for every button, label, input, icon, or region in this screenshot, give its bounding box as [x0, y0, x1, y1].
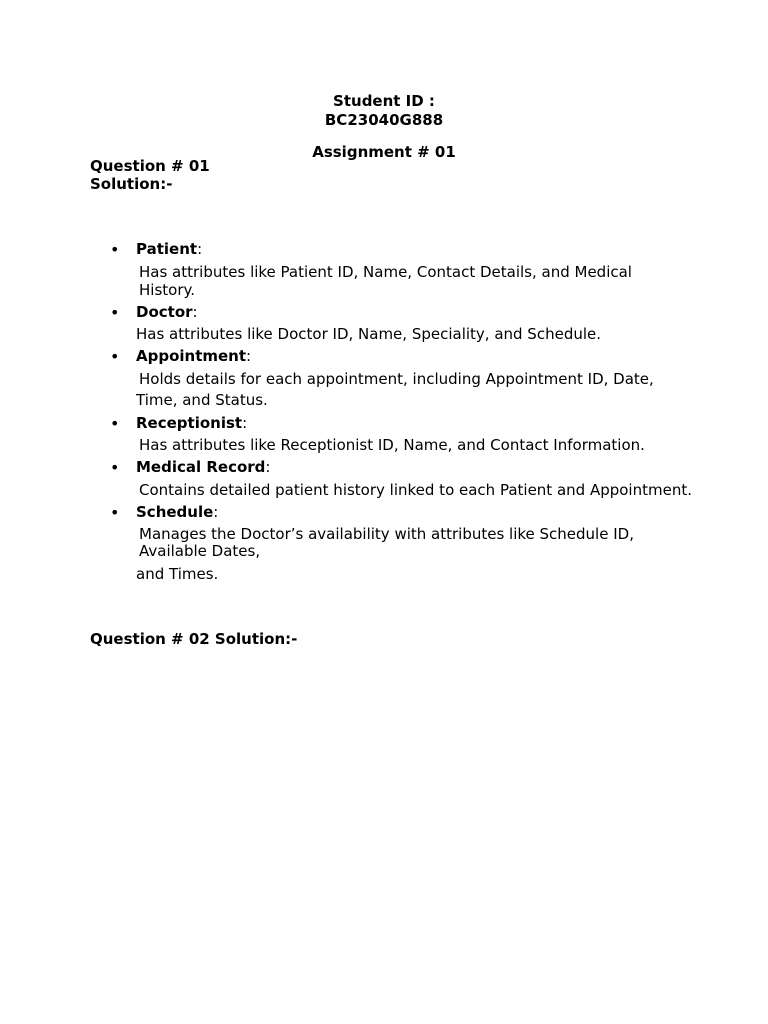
bullet-icon: •	[110, 458, 120, 477]
item-colon: :	[242, 414, 248, 432]
item-description-line: Contains detailed patient history linked to each Patient and Appointment.	[139, 481, 692, 499]
item-term: Medical Record	[136, 458, 266, 476]
bullet-icon: •	[110, 240, 120, 259]
student-id-label: Student ID :	[333, 92, 435, 110]
item-term: Appointment	[136, 347, 247, 365]
question-1-heading: Question # 01	[90, 157, 210, 175]
question-2-heading: Question # 02 Solution:-	[90, 630, 298, 648]
item-colon: :	[265, 458, 271, 476]
item-colon: :	[197, 240, 203, 258]
item-term: Schedule	[136, 503, 214, 521]
item-description-line: and Times.	[136, 565, 219, 583]
list-item-term-line	[136, 348, 251, 365]
list-item-term-line	[136, 304, 198, 321]
assignment-title: Assignment # 01	[312, 143, 456, 161]
bullet-icon: •	[110, 414, 120, 433]
item-description-line: Time, and Status.	[136, 391, 268, 409]
list-item-term-line	[136, 241, 202, 258]
student-id-value: BC23040G888	[324, 111, 444, 129]
list-item-term-line	[136, 504, 218, 521]
item-description-line: Has attributes like Patient ID, Name, Contact Details, and Medical	[139, 263, 632, 281]
bullet-icon: •	[110, 503, 120, 522]
item-colon: :	[213, 503, 219, 521]
item-colon: :	[246, 347, 252, 365]
list-item-term-line	[136, 459, 270, 476]
bullet-icon: •	[110, 347, 120, 366]
item-description-line: Has attributes like Doctor ID, Name, Speciality, and Schedule.	[136, 325, 602, 343]
item-description-line: Has attributes like Receptionist ID, Name, and Contact Information.	[139, 436, 645, 454]
item-colon: :	[192, 303, 198, 321]
bullet-icon: •	[110, 303, 120, 322]
item-description-line: Holds details for each appointment, including Appointment ID, Date,	[139, 370, 654, 388]
item-term: Receptionist	[136, 414, 243, 432]
item-description-line: History.	[139, 281, 195, 299]
item-description-line: Manages the Doctor’s availability with attributes like Schedule ID,	[139, 525, 634, 543]
question-1-solution-label: Solution:-	[90, 175, 173, 193]
item-description-line: Available Dates,	[139, 542, 261, 560]
item-term: Doctor	[136, 303, 193, 321]
list-item-term-line	[136, 415, 247, 432]
item-term: Patient	[136, 240, 198, 258]
